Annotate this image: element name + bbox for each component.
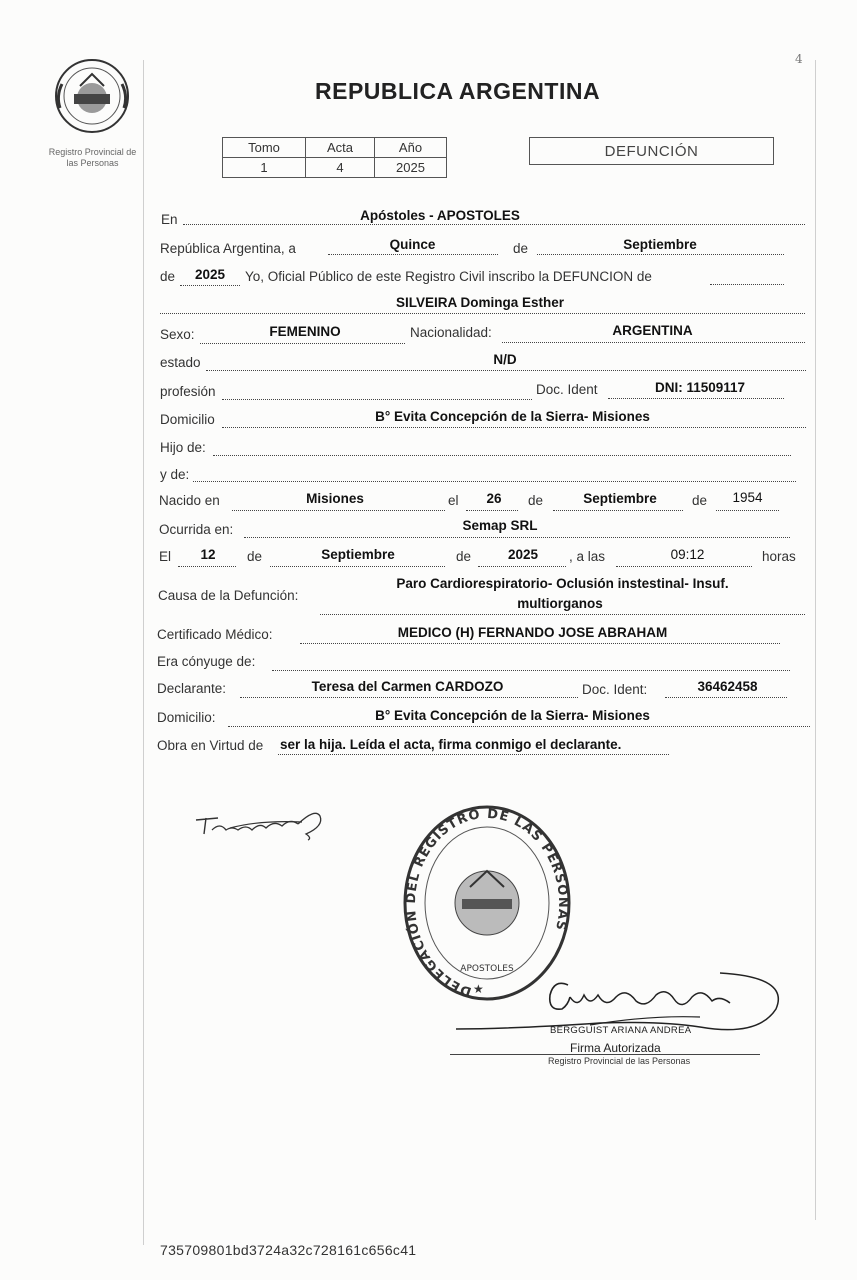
certificate-type-box: DEFUNCIÓN xyxy=(529,137,774,165)
label-nacionalidad: Nacionalidad: xyxy=(410,325,492,340)
table-header-anio: Año xyxy=(375,138,447,158)
line-doc-ident xyxy=(608,398,784,399)
line-hijo-de xyxy=(213,455,791,456)
field-anio: 2025 xyxy=(194,267,226,282)
label-obra: Obra en Virtud de xyxy=(157,738,264,753)
label-de-5: de xyxy=(247,549,263,564)
field-ocurrida-en: Semap SRL xyxy=(462,518,538,533)
line-declarante-doc xyxy=(665,697,787,698)
field-nac-dia: 26 xyxy=(486,491,502,506)
field-def-hora: 09:12 xyxy=(670,547,705,562)
line-y-de xyxy=(193,481,796,482)
table-value-tomo: 1 xyxy=(223,158,306,178)
official-org: Registro Provincial de las Personas xyxy=(548,1056,691,1066)
field-nacionalidad: ARGENTINA xyxy=(612,323,693,338)
page-title: REPUBLICA ARGENTINA xyxy=(315,78,601,104)
declarant-signature xyxy=(190,800,330,845)
line-nac-dia xyxy=(466,510,518,511)
label-declarante: Declarante: xyxy=(157,681,227,696)
line-nacido-en xyxy=(232,510,445,511)
seal-text: DELEGACIÓN DEL REGISTRO DE LAS PERSONAS xyxy=(403,806,571,999)
line-obra xyxy=(278,754,669,755)
field-causa-line1: Paro Cardiorespiratorio- Oclusión instestinal- Insuf. xyxy=(396,576,729,591)
label-de-2: de xyxy=(160,269,176,284)
field-def-dia: 12 xyxy=(200,547,216,562)
logo-caption-2: las Personas xyxy=(66,158,119,168)
line-certificado xyxy=(300,643,780,644)
official-rule xyxy=(450,1054,760,1055)
field-dia-letras: Quince xyxy=(389,237,436,252)
line-sexo xyxy=(200,343,405,344)
province-logo xyxy=(52,56,132,136)
line-nacionalidad xyxy=(502,342,805,343)
field-certificado: MEDICO (H) FERNANDO JOSE ABRAHAM xyxy=(397,625,668,640)
label-doc-ident-2: Doc. Ident: xyxy=(582,682,648,697)
field-doc-ident: DNI: 11509117 xyxy=(654,380,746,395)
label-ocurrida-en: Ocurrida en: xyxy=(159,522,234,537)
line-en xyxy=(183,224,805,225)
line-ocurrida-en xyxy=(244,537,790,538)
label-domicilio-2: Domicilio: xyxy=(157,710,216,725)
field-domicilio-2: B° Evita Concepción de la Sierra- Misiones xyxy=(375,708,650,723)
label-de-1: de xyxy=(513,241,529,256)
table-header-tomo: Tomo xyxy=(223,138,306,158)
label-nacido-en: Nacido en xyxy=(159,493,220,508)
field-nac-mes: Septiembre xyxy=(583,491,657,506)
left-margin-line xyxy=(143,60,144,1245)
field-nombre: SILVEIRA Dominga Esther xyxy=(395,295,565,310)
field-lugar: Apóstoles - APOSTOLES xyxy=(360,208,520,223)
line-domicilio-2 xyxy=(228,726,810,727)
line-profesion xyxy=(222,399,532,400)
line-anio xyxy=(180,285,240,286)
line-declarante xyxy=(240,697,578,698)
table-value-anio: 2025 xyxy=(375,158,447,178)
field-nac-anio: 1954 xyxy=(732,490,763,505)
line-def-mes xyxy=(270,566,445,567)
line-def-dia xyxy=(178,566,236,567)
label-en: En xyxy=(161,212,178,227)
line-nac-anio xyxy=(716,510,779,511)
label-certificado: Certificado Médico: xyxy=(157,627,273,642)
line-domicilio xyxy=(222,427,806,428)
field-sexo: FEMENINO xyxy=(269,324,341,339)
label-a-las: , a las xyxy=(569,549,606,564)
line-estado xyxy=(206,370,806,371)
label-republica: República Argentina, a xyxy=(160,241,296,256)
svg-text:★: ★ xyxy=(473,982,484,996)
label-domicilio: Domicilio xyxy=(160,412,215,427)
label-conyuge: Era cónyuge de: xyxy=(157,654,256,669)
label-de-4: de xyxy=(692,493,708,508)
official-role: Firma Autorizada xyxy=(570,1041,661,1055)
label-horas: horas xyxy=(762,549,796,564)
registry-table xyxy=(222,137,447,178)
document-hash: 735709801bd3724a32c728161c656c41 xyxy=(160,1242,417,1258)
label-sexo: Sexo: xyxy=(160,327,195,342)
official-name: BERGGUIST ARIANA ANDREA xyxy=(550,1025,692,1036)
field-domicilio: B° Evita Concepción de la Sierra- Misiones xyxy=(375,409,650,424)
table-header-acta: Acta xyxy=(306,138,375,158)
label-causa: Causa de la Defunción: xyxy=(158,588,299,603)
label-el-2: El xyxy=(159,549,172,564)
field-causa-line2: multiorganos xyxy=(517,596,603,611)
label-el-1: el xyxy=(448,493,459,508)
line-conyuge xyxy=(272,670,790,671)
label-estado: estado xyxy=(160,355,201,370)
field-def-mes: Septiembre xyxy=(321,547,395,562)
page-number: 4 xyxy=(795,52,803,66)
seal-city: APOSTOLES xyxy=(460,964,514,974)
logo-caption-1: Registro Provincial de xyxy=(48,147,137,157)
right-margin-line xyxy=(815,60,816,1220)
label-de-6: de xyxy=(456,549,472,564)
label-doc-ident: Doc. Ident xyxy=(536,382,598,397)
line-causa xyxy=(320,614,805,615)
label-profesion: profesión xyxy=(160,384,216,399)
line-yo-end xyxy=(710,284,784,285)
line-def-anio xyxy=(478,566,566,567)
field-declarante: Teresa del Carmen CARDOZO xyxy=(311,679,504,694)
table-value-acta: 4 xyxy=(306,158,375,178)
line-mes xyxy=(537,254,784,255)
field-estado: N/D xyxy=(493,352,517,367)
field-def-anio: 2025 xyxy=(507,547,539,562)
label-de-3: de xyxy=(528,493,544,508)
field-declarante-doc: 36462458 xyxy=(697,679,758,694)
line-dia xyxy=(328,254,498,255)
field-mes: Septiembre xyxy=(623,237,697,252)
line-nombre xyxy=(160,313,805,314)
field-obra: ser la hija. Leída el acta, firma conmigo el declarante. xyxy=(280,737,622,752)
label-yo: Yo, Oficial Público de este Registro Civil inscribo la DEFUNCION de xyxy=(245,269,652,284)
line-nac-mes xyxy=(553,510,683,511)
line-def-hora xyxy=(616,566,752,567)
label-hijo-de: Hijo de: xyxy=(160,440,206,455)
label-y-de: y de: xyxy=(160,467,190,482)
field-nacido-en: Misiones xyxy=(306,491,364,506)
